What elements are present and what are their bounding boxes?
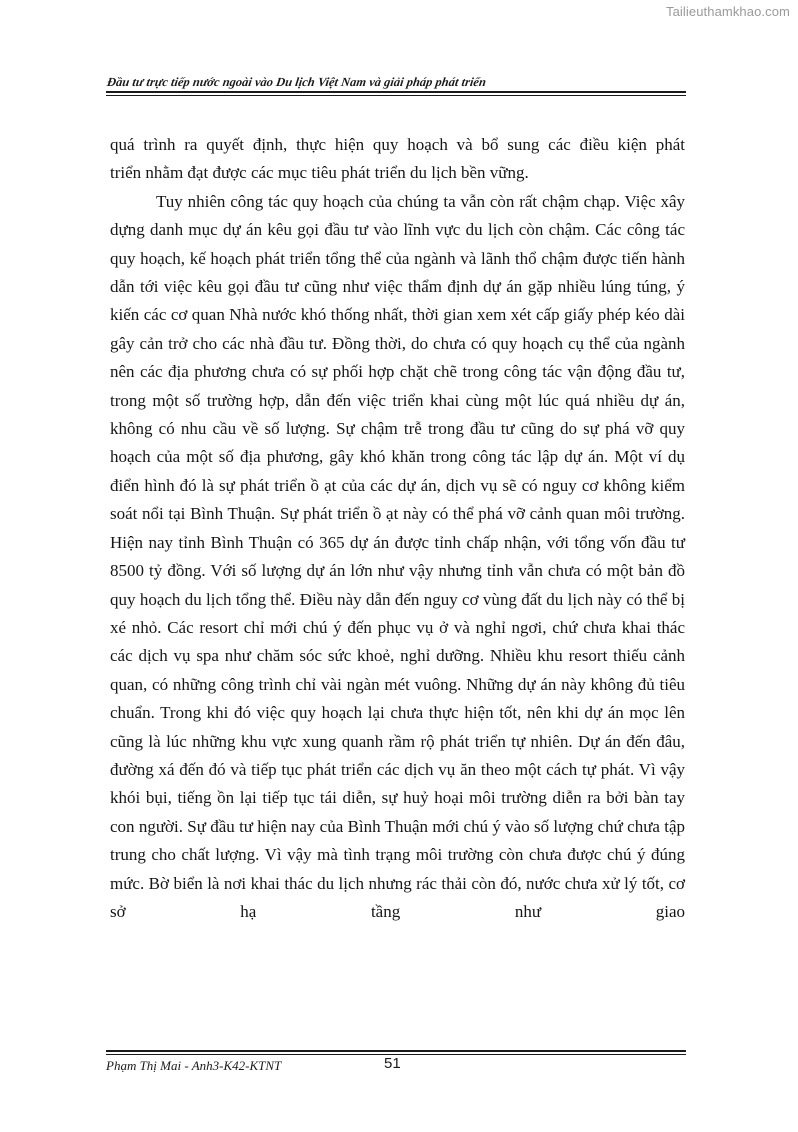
footer-rule <box>106 1050 686 1052</box>
text-line: triển nhằm đạt được các mục tiêu phát triển du lịch bền vững. <box>110 163 529 183</box>
text-line: Việc xây dựng danh mục dự án kêu gọi đầu tư vào lĩnh vực du lịch còn chậm. <box>110 191 686 240</box>
page-footer <box>106 1050 686 1079</box>
text-line: dịch vụ ăn theo một cách tự phát. Vì vậy khói bụi, tiếng ồn lại tiếp tục tái diễn, <box>110 759 685 808</box>
text-line: đến việc triển khai cùng một lúc quá nhiều dự án, không có nhu cầu về số <box>110 390 686 439</box>
watermark-text: Tailieuthamkhao.com <box>665 4 790 19</box>
text-line: chưa khai thác các dịch vụ spa như chăm sóc sức khoẻ, nghỉ dưỡng. Nhiều khu <box>110 617 686 666</box>
text-line: Tuy nhiên công tác quy hoạch của chúng ta vẫn còn rất chậm chạp. <box>156 191 620 211</box>
header-rule-thin <box>106 95 686 96</box>
header-title: Đầu tư trực tiếp nước ngoài vào Du lịch Việt Nam và giải pháp phát triển <box>106 75 487 89</box>
text-line: nay tỉnh Bình Thuận có 365 dự án được tỉnh chấp nhận, với tổng vốn đầu tư <box>148 532 685 552</box>
text-line: sự huỷ hoại môi trường diễn ra bởi bàn tay con người. Sự đầu tư hiện nay của <box>110 788 686 836</box>
page-number: 51 <box>384 1055 401 1072</box>
text-line: resort thiếu cảnh quan, có những công trình chỉ vài ngàn mét vuông. Những <box>110 646 686 694</box>
text-line: 8500 tỷ đồng. Với số lượng dự án lớn như vậy nhưng tỉnh vẫn chưa có một <box>110 561 634 581</box>
text-line: lượng. Sự chậm trễ trong đầu tư cũng do sự phá vỡ quy hoạch của một số địa <box>110 419 685 467</box>
body-text <box>110 131 685 926</box>
text-line: phát triển tự nhiên. Dự án đến đâu, đường xá đến đó và tiếp tục phát triển các <box>110 731 685 779</box>
text-line: hiện tốt, nên khi dự án mọc lên cũng là lúc những khu vực xung quanh rầm rộ <box>110 703 686 751</box>
text-line: chậm được tiến hành dẫn tới việc kêu gọi đầu tư cũng như việc thẩm định dự <box>110 248 686 297</box>
text-line: dự án này không đủ tiêu chuẩn. Trong khi đó việc quy hoạch lại chưa thực <box>110 674 686 723</box>
text-line: mà tình trạng môi trường còn chưa được chú ý đúng mức. Bờ biển là nơi khai <box>110 845 685 893</box>
footer-author: Phạm Thị Mai - Anh3-K42-KTNT <box>106 1058 282 1073</box>
text-line: Bình Thuận. Sự phát triển ồ ạt này có thể phá vỡ cảnh quan môi trường. Hiện <box>110 504 686 552</box>
text-line: hợp chặt chẽ trong công tác vận động đầu tư, trong một số trường hợp, dẫn <box>110 362 686 410</box>
paragraph-2 <box>110 188 685 927</box>
text-line: án gặp nhiều lúng túng, ý kiến các cơ quan Nhà nước khó thống nhất, thời <box>110 277 685 325</box>
text-line: Các công tác quy hoạch, kế hoạch phát triển tổng thể của ngành và lãnh thổ <box>110 220 685 268</box>
text-line: phương, gây khó khăn trong công tác lập dự án. Một ví dụ điển hình đó là sự <box>110 447 686 495</box>
header-rule <box>106 91 686 93</box>
text-line: Bình Thuận mới chú ý vào số lượng chứ chưa tập trung cho chất lượng. Vì vậy <box>110 816 686 865</box>
text-line: thác du lịch nhưng rác thải còn đó, nước chưa xử lý tốt, cơ sở hạ tầng như giao <box>110 873 686 921</box>
paragraph-1 <box>110 131 685 188</box>
text-line: phát triển ồ ạt của các dự án, dịch vụ sẽ có nguy cơ không kiểm soát nổi tại <box>110 475 685 524</box>
text-line: gian xem xét cấp giấy phép kéo dài gây cản trở cho các nhà đầu tư. Đồng thời, <box>110 305 686 353</box>
text-line: này có thể bị xé nhỏ. Các resort chỉ mới chú ý đến phục vụ ở và nghỉ ngơi, chứ <box>110 589 685 637</box>
text-line: quá trình ra quyết định, thực hiện quy hoạch và bổ sung các điều kiện phát <box>110 135 685 154</box>
text-line: bản đồ quy hoạch du lịch tổng thể. Điều này dẫn đến nguy cơ vùng đất du lịch <box>110 561 686 609</box>
page-header <box>106 74 686 96</box>
text-line: do chưa có quy hoạch cụ thể của ngành nên các địa phương chưa có sự phối <box>110 333 685 382</box>
